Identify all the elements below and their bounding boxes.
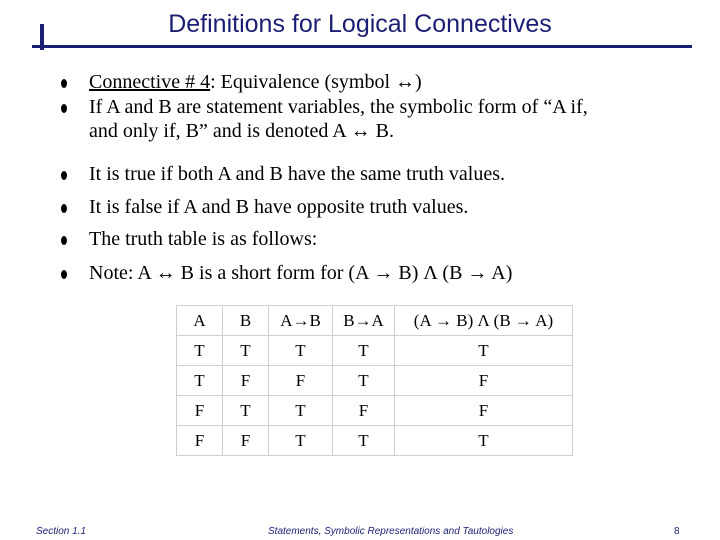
table-row [177, 366, 573, 396]
table-cell: T [395, 426, 573, 456]
table-cell: F [177, 396, 223, 426]
bullet-dot [61, 204, 67, 213]
table-cell: F [395, 396, 573, 426]
header-cell: A→B [269, 306, 333, 336]
footer-section: Section 1.1 [36, 526, 87, 537]
bullet-true-condition: It is true if both A and B have the same truth values. [89, 163, 506, 185]
table-row [177, 426, 573, 456]
table-cell: T [269, 336, 333, 366]
header-cell: A [177, 306, 223, 336]
bullet-connective [89, 70, 422, 94]
bullet-symbolic-form-line1: If A and B are statement variables, the symbolic form of “A if, [89, 96, 588, 118]
truth-table [176, 305, 573, 456]
bullet-truth-table-intro: The truth table is as follows: [89, 228, 318, 250]
table-header-row [177, 306, 573, 336]
table-cell: T [177, 336, 223, 366]
title-underline [32, 45, 692, 48]
bullet-dot [61, 236, 67, 245]
title-accent-bar [40, 24, 44, 50]
bullet-dot [61, 171, 67, 180]
bullet-false-condition: It is false if A and B have opposite truth values. [89, 196, 469, 218]
connective-number: Connective # 4 [89, 71, 211, 93]
table-cell: T [269, 396, 333, 426]
table-cell: F [177, 426, 223, 456]
table-cell: T [223, 396, 269, 426]
table-row [177, 396, 573, 426]
table-cell: F [223, 426, 269, 456]
table-cell: F [333, 396, 395, 426]
header-cell: B→A [333, 306, 395, 336]
bullet-note: Note: A ↔ B is a short form for (A → B) Λ (B → A) [89, 262, 513, 284]
table-cell: T [223, 336, 269, 366]
table-cell: F [269, 366, 333, 396]
bullet-dot [61, 79, 67, 88]
table-row [177, 336, 573, 366]
footer-topic: Statements, Symbolic Representations and Tautologies [268, 526, 514, 537]
table-cell: F [223, 366, 269, 396]
table-cell: T [333, 426, 395, 456]
header-cell: (A → B) Λ (B → A) [395, 306, 573, 336]
bullet-dot [61, 104, 67, 113]
table-cell: T [177, 366, 223, 396]
bullet-symbolic-form-line2: and only if, B” and is denoted A ↔ B. [89, 120, 394, 142]
page-number: 8 [674, 526, 680, 537]
slide-title: Definitions for Logical Connectives [168, 10, 552, 38]
table-cell: T [395, 336, 573, 366]
connective-description: : Equivalence (symbol ↔) [210, 71, 422, 93]
bullet-dot [61, 270, 67, 279]
table-cell: T [333, 366, 395, 396]
table-cell: T [333, 336, 395, 366]
table-cell: T [269, 426, 333, 456]
table-cell: F [395, 366, 573, 396]
header-cell: B [223, 306, 269, 336]
